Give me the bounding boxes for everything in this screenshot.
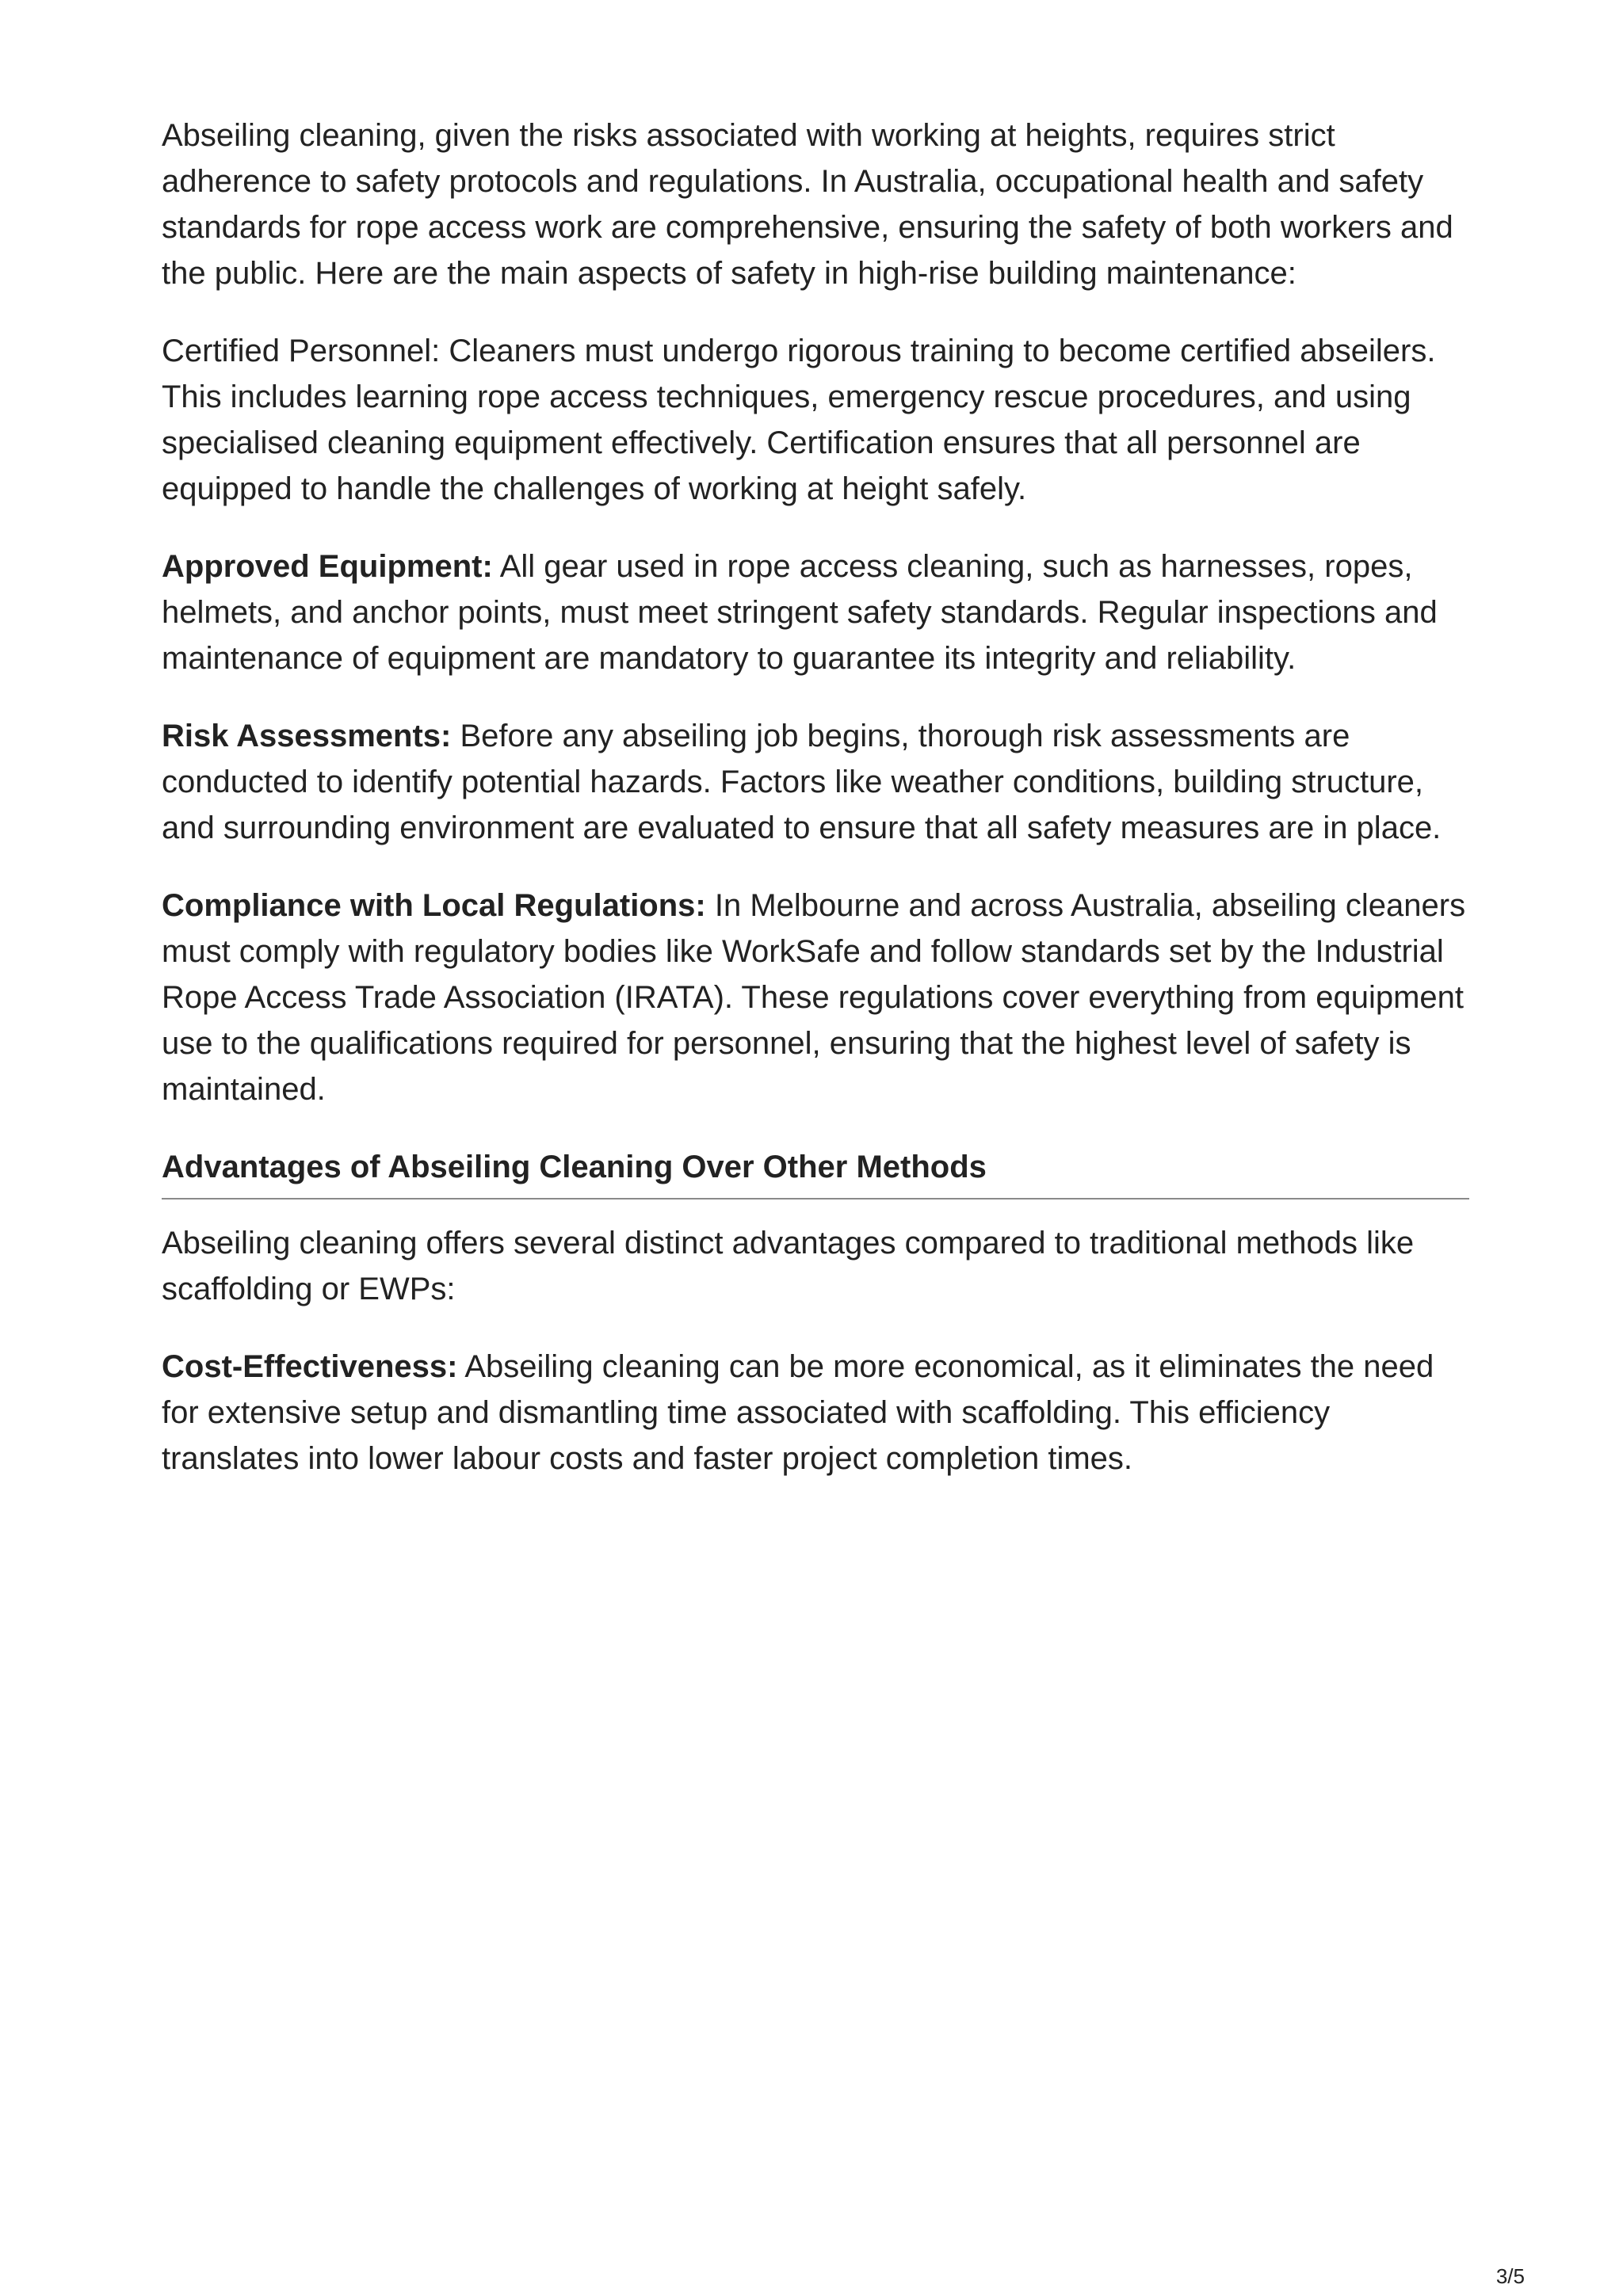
paragraph-intro (162, 113, 1469, 296)
paragraph-cost-effectiveness (162, 1344, 1469, 1482)
paragraph-risk-assessments (162, 713, 1469, 851)
paragraph-text: Abseiling cleaning, given the risks associated with working at heights, requires strict adherence to safety protocols and regulations. In Australia, occupational health and safety standards for rope access work are comprehensive, ensuring the safety of both workers and the public. Here are the main aspects of safety in high-rise building maintenance: (162, 118, 1453, 291)
paragraph-approved-equipment (162, 543, 1469, 681)
section-divider (162, 1198, 1469, 1199)
page-number: 3/5 (1495, 2264, 1525, 2288)
paragraph-text: All gear used in rope access cleaning, such as harnesses, ropes, helmets, and anchor points, must meet stringent safety standards. Regular inspections and maintenance of equipment are mandatory to guarantee its integrity and reliability. (162, 549, 1438, 676)
paragraph-lead: Approved Equipment: (162, 549, 493, 584)
paragraph-lead: Risk Assessments: (162, 719, 452, 753)
paragraph-lead: Cost-Effectiveness: (162, 1349, 458, 1384)
paragraph-text: In Melbourne and across Australia, abseiling cleaners must comply with regulatory bodies like WorkSafe and follow standards set by the Industrial Rope Access Trade Association (IRATA). These regulations cover everything from equipment use to the qualifications required for personnel, ensuring that the highest level of safety is maintained. (162, 888, 1466, 1107)
paragraph-text: Abseiling cleaning can be more economical, as it eliminates the need for extensive setup and dismantling time associated with scaffolding. This efficiency translates into lower labour costs and faster project completion times. (162, 1349, 1434, 1476)
paragraph-certified-personnel (162, 328, 1469, 512)
document-body (162, 113, 1469, 1513)
section-heading: Advantages of Abseiling Cleaning Over Other Methods (162, 1150, 987, 1184)
paragraph-text: Certified Personnel: Cleaners must undergo rigorous training to become certified abseilers. This includes learning rope access techniques, emergency rescue procedures, and using specialised cleaning equipment effectively. Certification ensures that all personnel are equipped to handle the challenges of working at height safely. (162, 334, 1436, 506)
paragraph-text: Before any abseiling job begins, thorough risk assessments are conducted to identify potential hazards. Factors like weather conditions, building structure, and surrounding environment are evaluated to ensure that all safety measures are in place. (162, 719, 1442, 845)
paragraph-compliance (162, 883, 1469, 1112)
paragraph-text: Abseiling cleaning offers several distinct advantages compared to traditional methods like scaffolding or EWPs: (162, 1226, 1415, 1306)
paragraph-lead: Compliance with Local Regulations: (162, 888, 706, 923)
paragraph-advantages-intro (162, 1220, 1469, 1312)
